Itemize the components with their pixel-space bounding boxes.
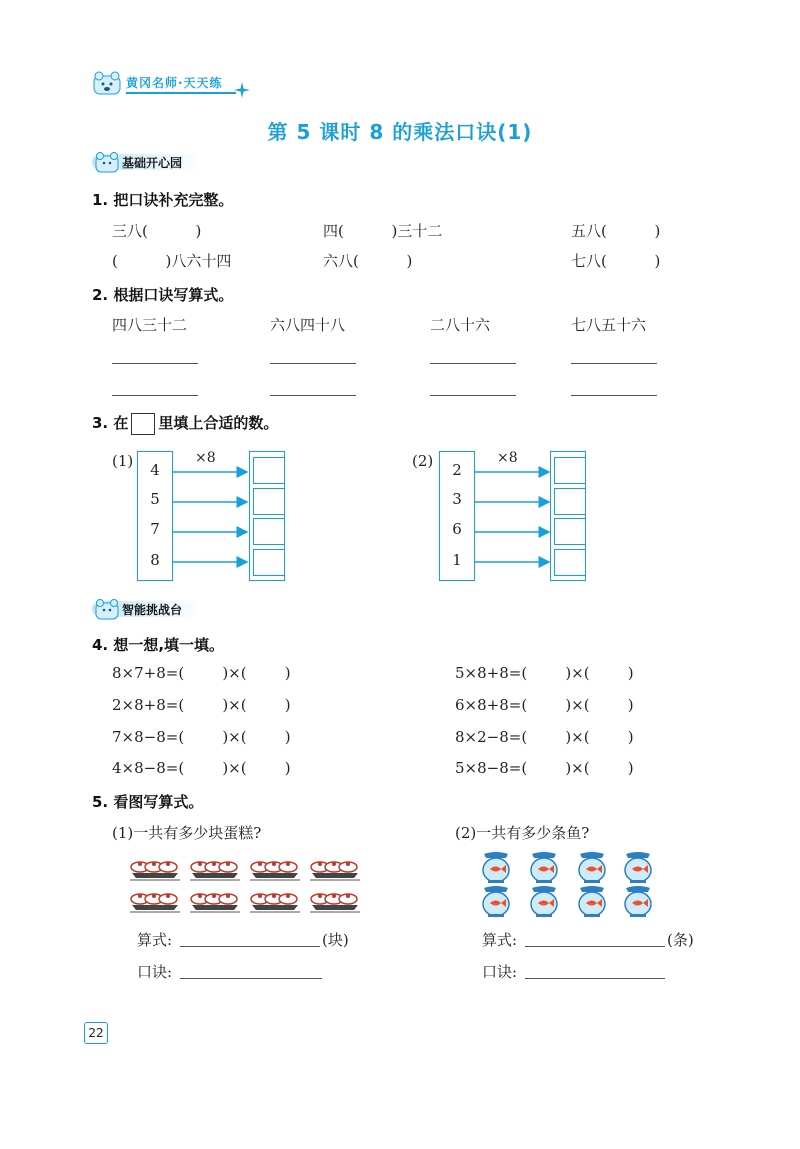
q1-item: 六八( ) — [323, 252, 413, 270]
answer-line[interactable] — [112, 363, 198, 364]
q4-equation: 4×8−8=( )×( ) — [112, 759, 291, 777]
q4-label: 4. 想一想,填一填。 — [92, 636, 225, 654]
lesson-title: 第 5 课时 8 的乘法口诀(1) — [267, 120, 533, 144]
q4-equation: 6×8+8=( )×( ) — [455, 696, 634, 714]
q4-equation: 8×7+8=( )×( ) — [112, 664, 291, 682]
brand-header — [92, 70, 252, 98]
answer-line[interactable] — [270, 395, 356, 396]
q3-p1-number: 7 — [150, 520, 160, 538]
q3-p1-answer-box[interactable] — [253, 549, 285, 576]
sparkle-icon — [234, 82, 250, 98]
answer-line[interactable] — [430, 363, 516, 364]
bear-icon — [94, 150, 120, 174]
q3-p2-number: 6 — [452, 520, 462, 538]
q5-p1-formula-line[interactable] — [180, 946, 320, 947]
bear-icon — [94, 597, 120, 621]
q2-rhyme: 六八四十八 — [270, 316, 346, 334]
q5-p1-question: (1)一共有多少块蛋糕? — [112, 824, 262, 842]
q5-label: 5. 看图写算式。 — [92, 793, 204, 811]
page-number: 22 — [84, 1022, 108, 1044]
q2-label: 2. 根据口诀写算式。 — [92, 286, 234, 304]
q5-p1-unit: (块) — [322, 931, 349, 949]
q5-p2-rhyme-label: 口诀: — [482, 963, 518, 981]
q3-p1-tag: (1) — [112, 452, 134, 470]
q3-p2-operator: ×8 — [497, 450, 518, 466]
q3-p2-number: 3 — [452, 490, 462, 508]
q4-equation: 8×2−8=( )×( ) — [455, 728, 634, 746]
q5-p2-formula-label: 算式: — [482, 931, 518, 949]
q3-p2-answer-box[interactable] — [554, 488, 586, 515]
brand-underline — [126, 92, 236, 94]
q3-p2-number: 1 — [452, 551, 462, 569]
answer-line[interactable] — [571, 395, 657, 396]
sample-box — [131, 413, 155, 435]
q1-item: 七八( ) — [571, 252, 661, 270]
q4-equation: 5×8+8=( )×( ) — [455, 664, 634, 682]
fish-bowl-illustration — [478, 850, 668, 920]
q3-p1-number: 8 — [150, 551, 160, 569]
q3-p2-answer-box[interactable] — [554, 549, 586, 576]
q1-item: ( )八六十四 — [112, 252, 232, 270]
q2-rhyme: 二八十六 — [430, 316, 491, 334]
answer-line[interactable] — [430, 395, 516, 396]
cake-illustration — [130, 855, 375, 920]
section-basic-banner — [92, 150, 222, 172]
q3-label: 3. 在 里填上合适的数。 — [92, 412, 278, 435]
q2-rhyme: 四八三十二 — [112, 316, 188, 334]
q5-p2-rhyme-line[interactable] — [525, 978, 665, 979]
q3-p2-answer-box[interactable] — [554, 457, 586, 484]
q5-p2-question: (2)一共有多少条鱼? — [455, 824, 590, 842]
q4-equation: 5×8−8=( )×( ) — [455, 759, 634, 777]
q4-equation: 2×8+8=( )×( ) — [112, 696, 291, 714]
q5-p1-formula-label: 算式: — [137, 931, 173, 949]
brand-text: 黄冈名师·天天练 — [126, 76, 223, 90]
answer-line[interactable] — [112, 395, 198, 396]
q1-item: 四( )三十二 — [323, 222, 443, 240]
section-challenge-label: 智能挑战台 — [122, 603, 183, 617]
q1-item: 三八( ) — [112, 222, 202, 240]
bear-mascot-icon — [92, 70, 122, 96]
q4-equation: 7×8−8=( )×( ) — [112, 728, 291, 746]
q3-p1-number: 4 — [150, 461, 160, 479]
q5-p2-unit: (条) — [667, 931, 694, 949]
q5-p2-formula-line[interactable] — [525, 946, 665, 947]
q3-p2-arrows — [475, 451, 555, 581]
q5-p1-rhyme-line[interactable] — [180, 978, 322, 979]
answer-line[interactable] — [571, 363, 657, 364]
q3-p1-operator: ×8 — [195, 450, 216, 466]
answer-line[interactable] — [270, 363, 356, 364]
q3-p1-answer-box[interactable] — [253, 488, 285, 515]
q3-p1-number: 5 — [150, 490, 160, 508]
q3-p2-number: 2 — [452, 461, 462, 479]
q1-item: 五八( ) — [571, 222, 661, 240]
q3-p2-tag: (2) — [412, 452, 434, 470]
q2-rhyme: 七八五十六 — [571, 316, 647, 334]
q1-label: 1. 把口诀补充完整。 — [92, 191, 234, 209]
q5-p1-rhyme-label: 口诀: — [137, 963, 173, 981]
section-challenge-banner — [92, 597, 222, 619]
q3-p1-answer-box[interactable] — [253, 518, 285, 545]
q3-p1-arrows — [173, 451, 253, 581]
section-basic-label: 基础开心园 — [122, 156, 183, 170]
q3-p2-answer-box[interactable] — [554, 518, 586, 545]
q3-p1-answer-box[interactable] — [253, 457, 285, 484]
